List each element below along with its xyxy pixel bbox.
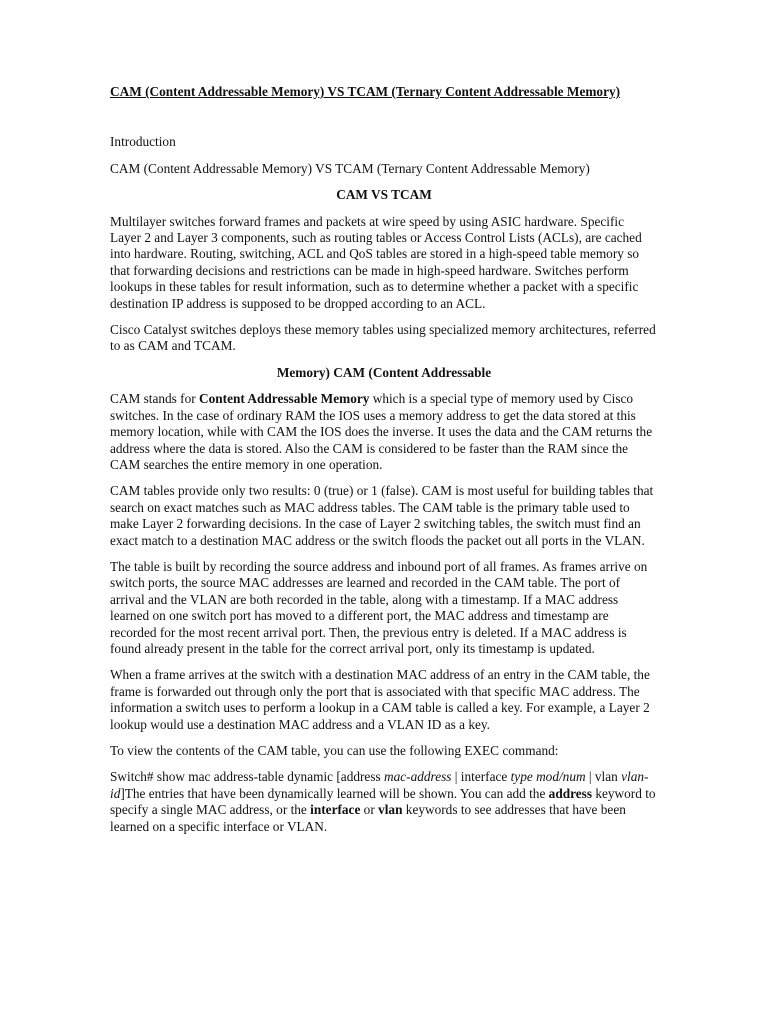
text-run: Switch# show mac address-table dynamic [address [110,769,384,785]
bold-keyword-address: address [548,785,593,801]
text-run: keyword to specify a single MAC address, or the [110,785,656,818]
bold-term-cam: Content Addressable Memory [199,391,370,407]
paragraph-cam-tables: CAM tables provide only two results: 0 (true) or 1 (false). CAM is most useful for building tables that search on exact matches such as MAC address tables. The CAM table is the primary table used to make Layer 2 forwarding decisions. In the case of Layer 2 switching tables, the switch must find an exact match to a destination MAC address or the switch floods the packet out all ports in the VLAN. [110,483,654,548]
paragraph-view-contents: To view the contents of the CAM table, you can use the following EXEC command: [110,743,559,758]
document-body [110,84,658,845]
text-run: which is a special type of memory used by Cisco switches. In the case of ordinary RAM the IOS uses a memory address to get the data stored at this memory location, while with CAM the IOS does the inverse. It uses the data and the CAM returns the address where the data is stored. Also the CAM is considered to be faster than the RAM since the CAM searches the entire memory in one operation. [110,391,653,472]
text-run: keywords to see addresses that have been learned on a specific interface or VLAN. [110,802,626,834]
bold-keyword-vlan: vlan [378,802,403,818]
paragraph-show-command [110,769,658,835]
italic-mac-address: mac-address [384,769,452,785]
paragraph-table-built: The table is built by recording the source address and inbound port of all frames. As frames arrive on switch ports, the source MAC addresses are learned and recorded in the CAM table. The port of arrival and the VLAN are both recorded in the table, along with a timestamp. If a MAC address learned on one switch port has moved to a different port, the MAC address and timestamp are recorded for the most recent arrival port. Then, the previous entry is deleted. If a MAC address is found already present in the table for the correct arrival port, only its timestamp is updated. [110,558,648,656]
italic-type-mod-num: type mod/num [510,769,586,785]
section-heading-cam: Memory) CAM (Content Addressable [276,364,492,380]
text-run: or [360,802,379,818]
paragraph-cisco-catalyst: Cisco Catalyst switches deploys these memory tables using specialized memory architectures, referred to as CAM and TCAM. [110,322,656,354]
bold-keyword-interface: interface [310,802,361,818]
section-heading-cam-vs-tcam: CAM VS TCAM [336,187,432,203]
introduction-label: Introduction [110,134,176,150]
document-subtitle: CAM (Content Addressable Memory) VS TCAM (Ternary Content Addressable Memory) [110,160,590,176]
paragraph-cam-definition [110,391,658,473]
text-run: | vlan [585,769,622,785]
text-run: | interface [451,769,511,785]
text-run: ]The entries that have been dynamically learned will be shown. You can add the [120,785,549,801]
text-run: CAM stands for [110,391,200,407]
document-title: CAM (Content Addressable Memory) VS TCAM (Ternary Content Addressable Memory) [110,84,621,99]
paragraph-multilayer-switches: Multilayer switches forward frames and packets at wire speed by using ASIC hardware. Specific Layer 2 and Layer 3 components, such as routing tables or Access Control Lists (ACLs), are cached into hardware. Routing, switching, ACL and QoS tables are stored in a high-speed table memory so that forwarding decisions and restrictions can be made in high-speed hardware. Switches perform lookups in these tables for result information, such as to determine whether a packet with a specific destination IP address is supposed to be dropped according to an ACL. [110,213,642,311]
italic-vlan-id: vlan-id [110,769,649,801]
paragraph-frame-arrives: When a frame arrives at the switch with a destination MAC address of an entry in the CAM table, the frame is forwarded out through only the port that is associated with that specific MAC address. The information a switch uses to perform a lookup in a CAM table is called a key. For example, a Layer 2 lookup would use a destination MAC address and a VLAN ID as a key. [110,667,650,732]
